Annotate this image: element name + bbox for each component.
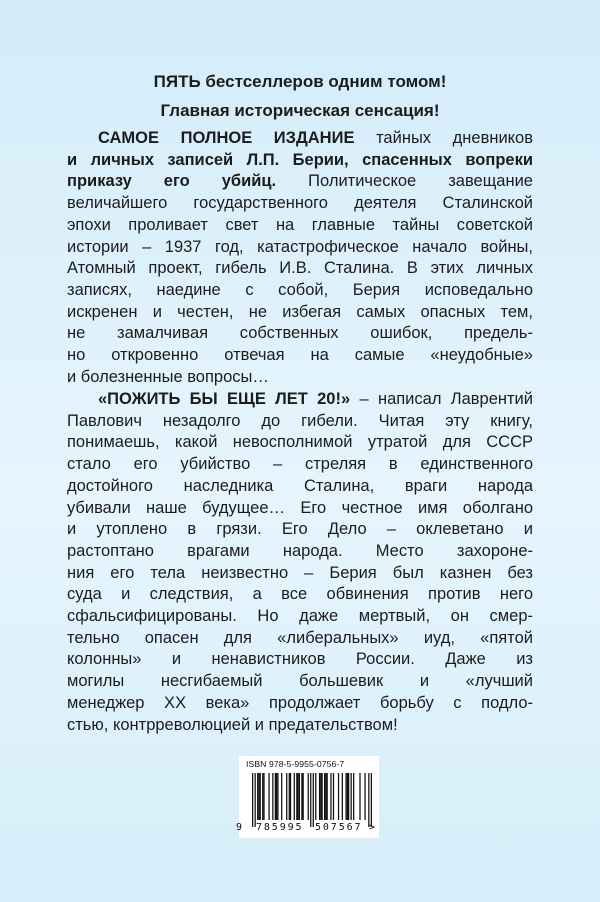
ean-digit: 5 — [338, 822, 345, 833]
barcode-bar — [296, 773, 297, 820]
bold-text: «ПОЖИТЬ БЫ ЕЩЕ ЛЕТ 20!» — [98, 390, 351, 408]
text-line — [67, 150, 533, 172]
text-run: тельно опасен для «либеральных» иуд, «пятой — [67, 628, 533, 647]
ean-digit: 7 — [330, 822, 337, 833]
ean-digit: 5 — [295, 822, 302, 833]
barcode-bar — [353, 773, 354, 820]
text-run: менеджер XX века» продолжает борьбу с подло- — [67, 693, 533, 712]
barcode-bar — [321, 773, 322, 820]
barcode-bar — [345, 773, 346, 820]
text-line — [67, 628, 533, 650]
ean-digit: 6 — [346, 822, 353, 833]
text-line — [67, 193, 533, 215]
barcode-bar — [257, 773, 258, 820]
text-run: записях, наедине с собой, Берия исповедально — [67, 280, 533, 299]
barcode-bar — [255, 773, 256, 827]
text-line — [67, 280, 533, 302]
text-line — [67, 171, 533, 193]
text-line — [67, 498, 533, 520]
barcode-bar — [342, 773, 343, 820]
text-line — [67, 541, 533, 563]
barcode-bar — [289, 773, 290, 820]
barcode-bar — [276, 773, 277, 820]
barcode-bar — [371, 773, 372, 827]
ean-digit: 9 — [279, 822, 286, 833]
barcode-bar — [351, 773, 352, 820]
text-run: Павлович незадолго до гибели. Читая эту книгу, — [67, 411, 533, 430]
barcode-bar — [310, 773, 311, 827]
text-run: и утоплено в грязи. Его Дело – оклеветано и — [67, 520, 533, 539]
barcode-bar — [277, 773, 278, 820]
text-run: – написал Лаврентий — [350, 390, 533, 408]
text-run: Атомный проект, гибель И.В. Сталина. В этих личных — [67, 259, 533, 278]
annotation-paragraph-1 — [67, 128, 533, 388]
barcode-bar — [252, 773, 253, 827]
text-run: искренен и честен, не избегая самых опасных тем, — [67, 302, 533, 321]
ean-digit: 9 — [236, 822, 243, 833]
text-run: суда и следствия, а все обвинения против него — [67, 585, 533, 604]
text-run: стало его убийство – стреляя в единственного — [67, 455, 533, 474]
text-run: достойного наследника Сталина, враги народа — [67, 476, 533, 495]
text-line — [67, 715, 533, 737]
text-line — [67, 454, 533, 476]
text-line — [67, 323, 533, 345]
bold-text: приказу его убийц. — [67, 172, 277, 191]
barcode-bar — [294, 773, 295, 820]
barcode-bar — [263, 773, 264, 820]
text-run: Политическое завещание — [276, 172, 533, 191]
text-line — [67, 584, 533, 606]
ean-digit: 5 — [315, 822, 322, 833]
barcode-bar — [258, 773, 259, 820]
text-line — [67, 237, 533, 259]
headline-historical-sensation: Главная историческая сенсация! — [160, 101, 440, 120]
barcode-bar — [327, 773, 328, 820]
text-run: сфальсифицированы. Но даже мертвый, он смер- — [67, 607, 533, 626]
text-line — [67, 345, 533, 367]
annotation-paragraph-2 — [67, 389, 533, 736]
barcode-bar — [299, 773, 300, 820]
barcode-bar — [320, 773, 321, 820]
text-line — [67, 302, 533, 324]
barcode-bar — [308, 773, 309, 820]
barcode-bar — [260, 773, 261, 820]
barcode-bar — [364, 773, 365, 820]
text-line — [67, 606, 533, 628]
barcode-bar — [348, 773, 349, 820]
barcode-bar — [286, 773, 287, 820]
text-line — [67, 649, 533, 671]
barcode-bar — [301, 773, 302, 820]
text-run: понимаешь, какой невосполнимой утратой для СССР — [67, 433, 533, 452]
text-run: колонны» и ненавистников России. Даже из — [67, 650, 533, 669]
text-run: растоптано врагами народа. Место захороне- — [67, 541, 533, 560]
barcode-bar — [272, 773, 273, 820]
text-line — [67, 367, 533, 389]
text-run: величайшего государственного деятеля Сталинской — [67, 194, 533, 213]
text-run: стью, контрреволюцией и предательством! — [67, 715, 398, 734]
text-line — [67, 519, 533, 541]
text-line — [67, 693, 533, 715]
barcode-bar — [324, 773, 325, 820]
ean-digit: 9 — [287, 822, 294, 833]
barcode-bar — [368, 773, 369, 827]
text-line — [67, 476, 533, 498]
ean-digit: 0 — [322, 822, 329, 833]
barcode-bar — [290, 773, 291, 820]
ean-digit: 8 — [263, 822, 270, 833]
text-line — [67, 215, 533, 237]
barcode-bar — [347, 773, 348, 820]
bold-text: и личных записей Л.П. Берии, спасенных вопреки — [67, 150, 533, 169]
barcode-bar — [275, 773, 276, 820]
barcode-bar — [262, 773, 263, 820]
barcode-bar — [330, 773, 331, 820]
text-run: истории – 1937 год, катастрофическое начало войны, — [67, 237, 533, 256]
text-run: могилы несгибаемый большевик и «лучший — [67, 672, 533, 691]
barcode-bar — [315, 773, 316, 820]
text-run: и болезненные вопросы… — [67, 367, 269, 386]
text-line — [67, 671, 533, 693]
ean-digit: 5 — [271, 822, 278, 833]
isbn-label: ISBN 978-5-9955-0756-7 — [246, 759, 345, 769]
text-run: эпохи проливает свет на главные тайны советской — [67, 215, 533, 234]
barcode-bar — [268, 773, 269, 820]
bold-text: САМОЕ ПОЛНОЕ ИЗДАНИЕ — [98, 129, 355, 147]
barcode-bar — [325, 773, 326, 820]
barcode-bar — [338, 773, 339, 820]
text-line — [67, 563, 533, 585]
text-run: ния его тела неизвестно – Берия был казнен без — [67, 563, 533, 582]
text-line — [67, 411, 533, 433]
barcode-bar — [281, 773, 282, 820]
barcode-bar — [303, 773, 304, 820]
ean-digit: 7 — [354, 822, 361, 833]
text-line — [67, 432, 533, 454]
text-line — [67, 389, 533, 411]
text-run: убивали наше будущее… Его честное имя оболгано — [67, 498, 533, 517]
barcode-bar — [297, 773, 298, 820]
barcode-bar — [359, 773, 360, 820]
barcode-bar — [313, 773, 314, 827]
text-run: не замалчивая собственных ошибок, предель- — [67, 324, 533, 343]
headline-five-bestsellers: ПЯТЬ бестселлеров одним томом! — [153, 72, 447, 91]
text-line — [67, 258, 533, 280]
text-run: но откровенно отвечая на самые «неудобные» — [67, 346, 533, 365]
text-line — [67, 128, 533, 150]
ean-digit: 7 — [256, 822, 263, 833]
barcode-bar — [333, 773, 334, 820]
quiet-zone-marker: > — [369, 822, 376, 833]
barcode-bar — [319, 773, 320, 820]
text-run: тайных дневников — [354, 129, 534, 147]
